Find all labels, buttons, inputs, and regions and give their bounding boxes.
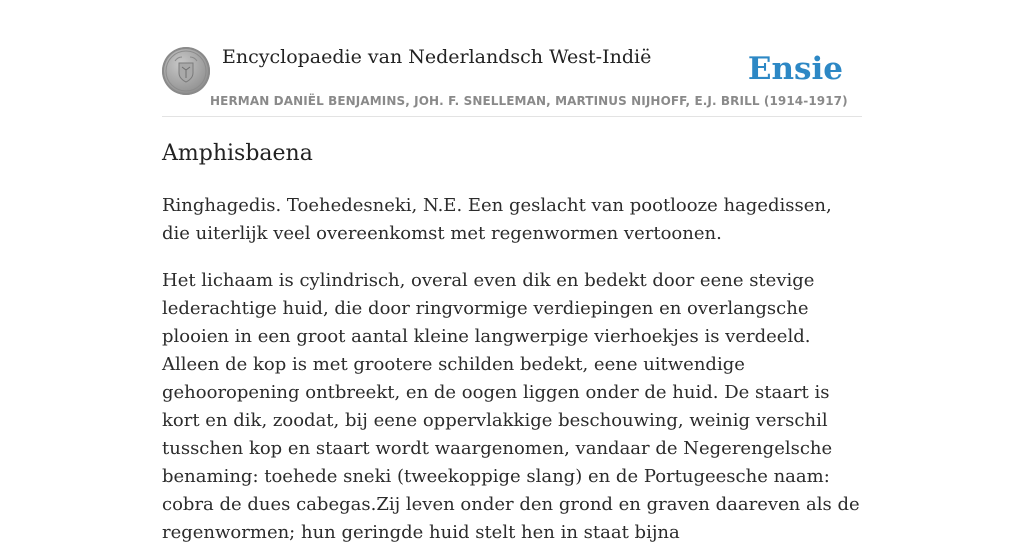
header [162,46,862,117]
ensie-logo[interactable]: Ensie [747,51,843,87]
article-content [162,136,862,547]
publication-authors: HERMAN DANIËL BENJAMINS, JOH. F. SNELLEMAN, MARTINUS NIJHOFF, E.J. BRILL (1914-1917) [210,94,848,108]
article-paragraph: Het lichaam is cylindrisch, overal even dik en bedekt door eene stevige lederachtige huid, die door ringvormige verdiepingen en overlangsche plooien in een groot aantal kleine langwerpige vierhoekjes is verdeeld. Alleen de kop is met grootere schilden bedekt, eene uitwendige gehooropening ontbreekt, en de oogen liggen onder de huid. De staart is kort en dik, zoodat, bij eene oppervlakkige beschouwing, weinig verschil tusschen kop en staart wordt waargenomen, vandaar de Negerengelsche benaming: toehede sneki (tweekoppige slang) en de Portugeesche naam: cobra de dues cabegas.Zij leven onder den grond en graven daareven als de regenwormen; hun geringde huid stelt hen in staat bijna [162,270,860,543]
coat-of-arms-seal-icon [162,47,210,95]
entry-title: Amphisbaena [162,141,313,166]
publication-title[interactable]: Encyclopaedie van Nederlandsch West-Indië [222,46,652,68]
article-paragraph: Ringhagedis. Toehedesneki, N.E. Een geslacht van pootlooze hagedissen, die uiterlijk veel overeenkomst met regenwormen vertoonen. [162,195,832,244]
